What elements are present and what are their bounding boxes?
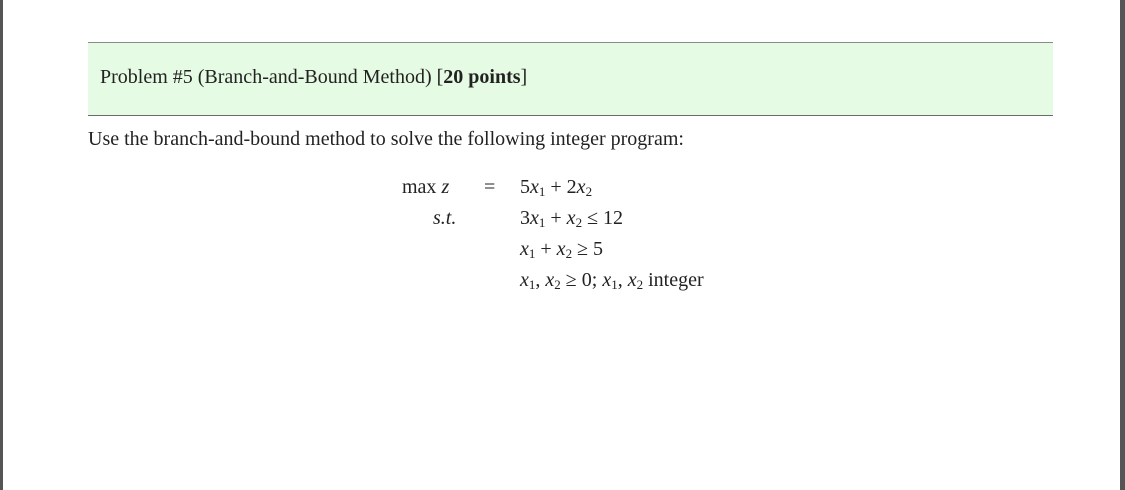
problem-intro-text: Use the branch-and-bound method to solve the following integer program: [88, 128, 684, 150]
constraint-1: $3x_1 + x_2 \le 12$ [520, 207, 624, 230]
problem-header-box [88, 42, 1053, 116]
objective-expression: $5x_1 + 2x_2$ [520, 176, 593, 199]
right-window-edge [1120, 0, 1125, 490]
objective-label: max z [402, 176, 450, 198]
points-label: 20 points [443, 66, 521, 88]
constraint-3: $x_1$, $x_2 \ge 0$; $x_1$, $x_2$ integer [520, 269, 704, 292]
problem-title: Problem #5 (Branch-and-Bound Method) [20 points] [100, 66, 528, 88]
subject-to-label: s.t. [433, 207, 457, 229]
left-window-edge [0, 0, 3, 490]
constraint-2: $x_1 + x_2 \ge 5$ [520, 238, 604, 261]
equals-sign: = [484, 176, 496, 198]
